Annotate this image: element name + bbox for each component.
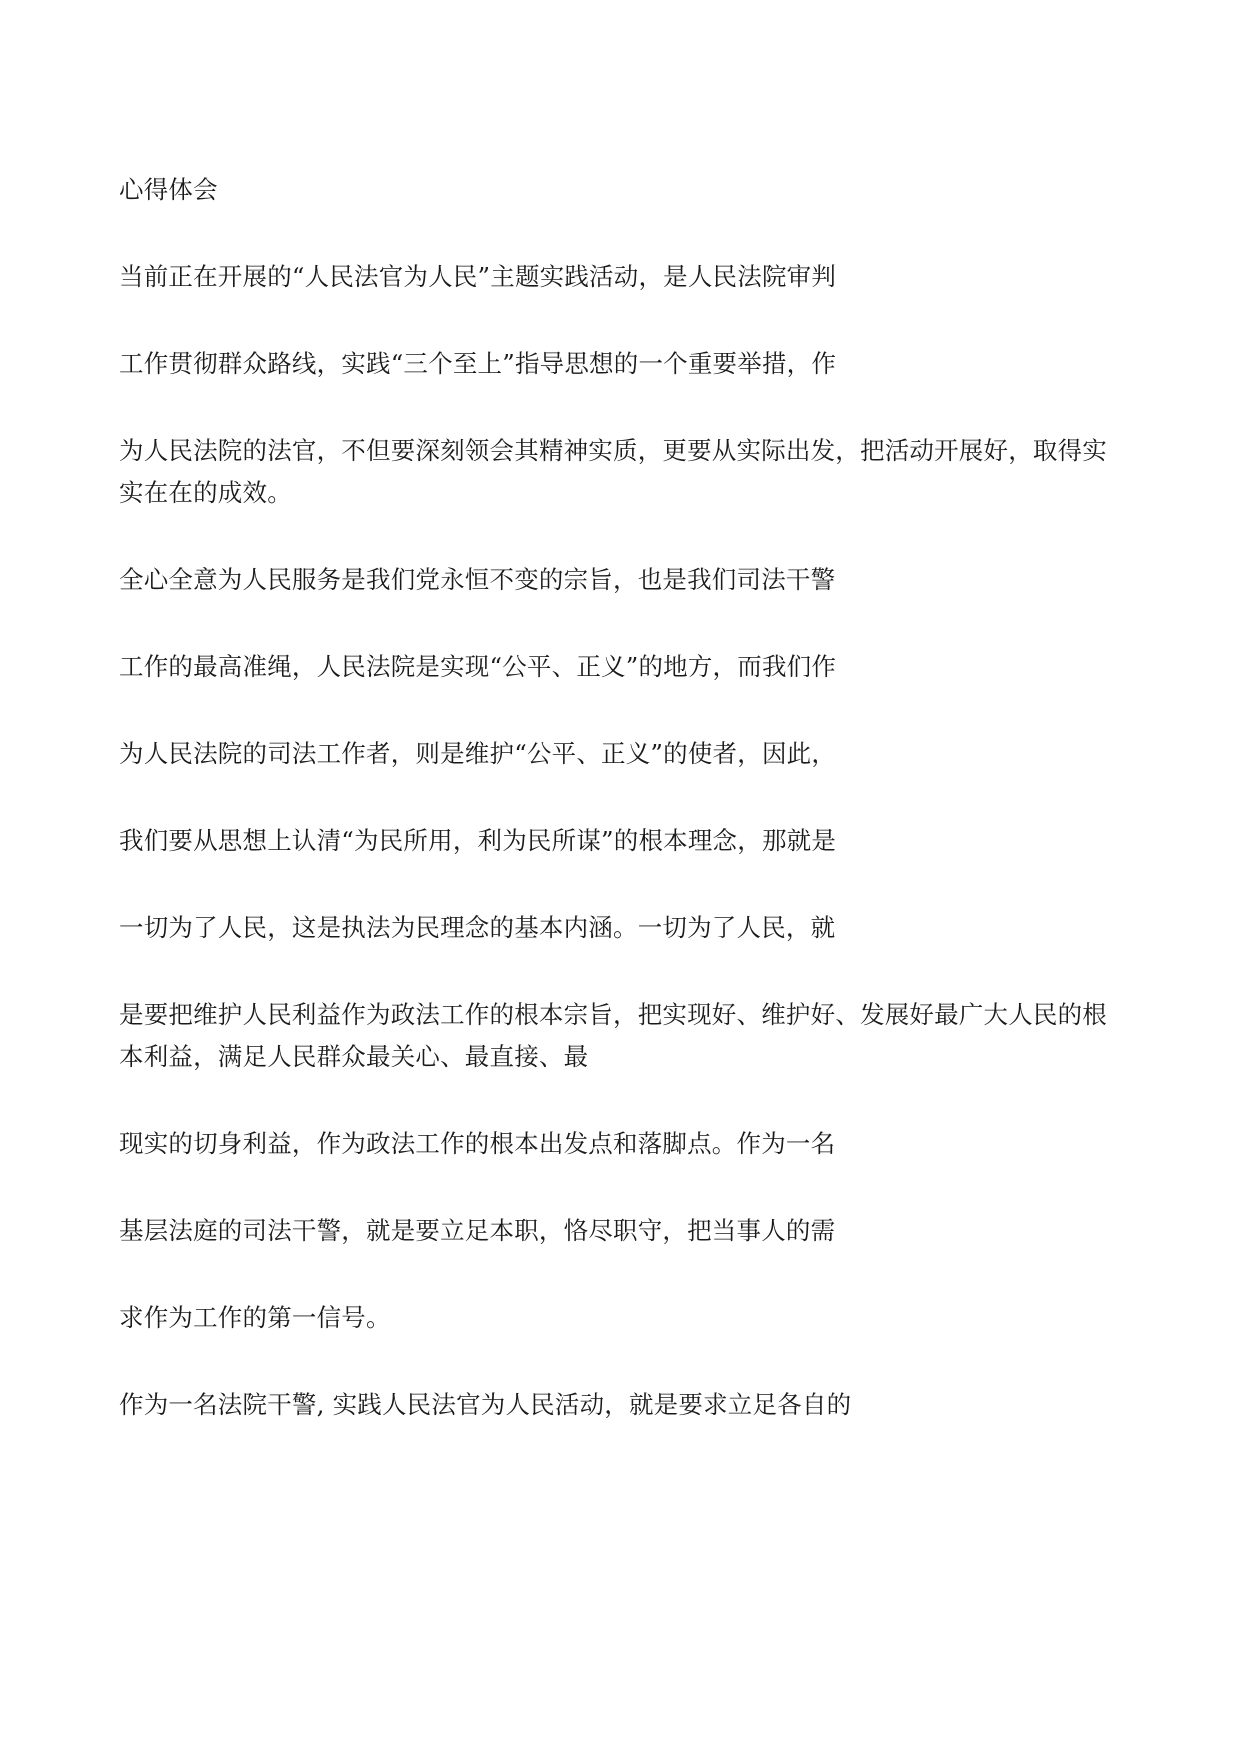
text-line: 为人民法院的司法工作者，则是维护“公平、正义”的使者，因此， <box>119 739 837 768</box>
text-line: 是要把维护人民利益作为政法工作的根本宗旨，把实现好、维护好、发展好最广大人民的根 <box>119 1000 1107 1029</box>
document-title: 心得体会 <box>119 175 218 204</box>
text-line: 实在在的成效。 <box>119 478 292 507</box>
text-line: 工作的最高准绳，人民法院是实现“公平、正义”的地方，而我们作 <box>119 652 837 681</box>
text-line: 当前正在开展的“人民法官为人民”主题实践活动，是人民法院审判 <box>119 262 837 291</box>
text-line: 求作为工作的第一信号。 <box>119 1303 391 1332</box>
text-line: 基层法庭的司法干警，就是要立足本职，恪尽职守，把当事人的需 <box>119 1216 836 1245</box>
text-line: 作为一名法院干警, 实践人民法官为人民活动，就是要求立足各自的 <box>119 1390 852 1419</box>
text-line: 一切为了人民，这是执法为民理念的基本内涵。一切为了人民，就 <box>119 913 836 942</box>
text-line: 我们要从思想上认清“为民所用，利为民所谋”的根本理念，那就是 <box>119 826 837 855</box>
text-line: 本利益，满足人民群众最关心、最直接、最 <box>119 1042 589 1071</box>
text-line: 全心全意为人民服务是我们党永恒不变的宗旨，也是我们司法干警 <box>119 565 836 594</box>
text-line: 现实的切身利益，作为政法工作的根本出发点和落脚点。作为一名 <box>119 1129 836 1158</box>
text-line: 为人民法院的法官，不但要深刻领会其精神实质，更要从实际出发，把活动开展好，取得实 <box>119 436 1107 465</box>
text-line: 工作贯彻群众路线，实践“三个至上”指导思想的一个重要举措，作 <box>119 349 837 378</box>
